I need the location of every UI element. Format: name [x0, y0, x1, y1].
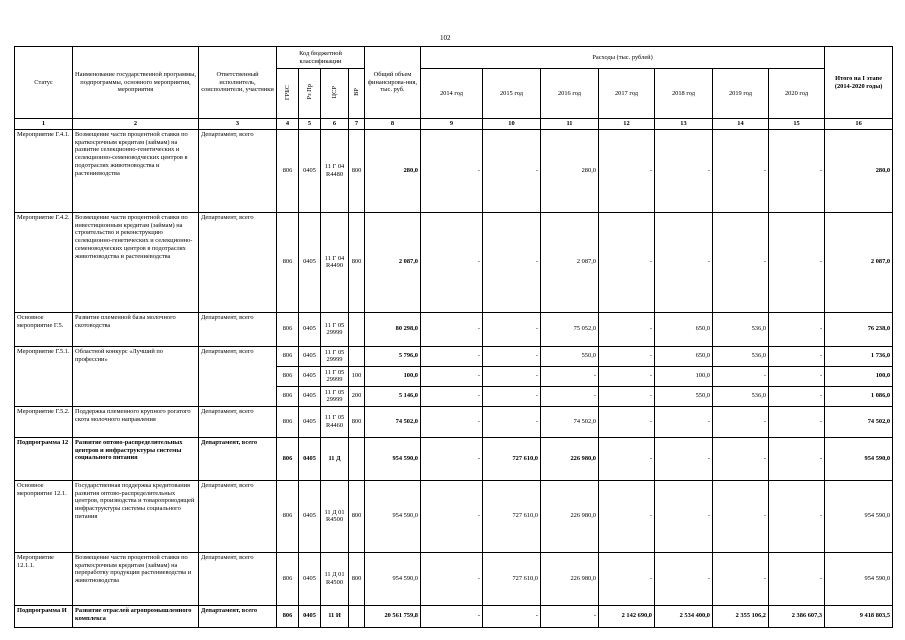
table-row [15, 480, 893, 552]
row-name: Государственная поддержка кредитования развития оптово-распределительных центров, производства и товаропроводящей инфраструктуры системы социального питания [73, 480, 199, 552]
column-number-row [15, 119, 893, 130]
row-total: 280,0 [365, 129, 421, 212]
row-csr: 11 Г 04 R4490 [321, 212, 349, 312]
row-y2015: - [483, 605, 541, 627]
row-y2016: 226 980,0 [541, 437, 599, 480]
row-itogo: 100,0 [825, 366, 893, 386]
row-total: 5 796,0 [365, 346, 421, 366]
column-number: 14 [713, 119, 769, 130]
row-status: Основное мероприятие Г.5. [15, 312, 73, 346]
column-number: 3 [199, 119, 277, 130]
row-y2017: - [599, 552, 655, 605]
row-rzpr: 0405 [299, 366, 321, 386]
row-y2020: - [769, 437, 825, 480]
row-responsible: Департамент, всего [199, 480, 277, 552]
row-y2017: - [599, 212, 655, 312]
row-y2015: - [483, 386, 541, 406]
table-row [15, 212, 893, 312]
row-total: 100,0 [365, 366, 421, 386]
table-row [15, 129, 893, 212]
row-rzpr: 0405 [299, 346, 321, 366]
row-y2015: - [483, 129, 541, 212]
row-y2017: - [599, 437, 655, 480]
row-csr: 11 Г 05 29999 [321, 346, 349, 366]
header-status: Статус [15, 47, 73, 119]
row-y2019: 536,0 [713, 346, 769, 366]
header-responsible: Ответственный исполнитель, соисполнители, участники [199, 47, 277, 119]
header-csr: ЦСР [321, 69, 349, 119]
row-y2014: - [421, 386, 483, 406]
row-y2018: - [655, 406, 713, 437]
row-responsible: Департамент, всего [199, 552, 277, 605]
row-itogo: 1 086,0 [825, 386, 893, 406]
row-grbs: 806 [277, 605, 299, 627]
row-itogo: 2 087,0 [825, 212, 893, 312]
header-grbs: ГРБС [277, 69, 299, 119]
column-number: 9 [421, 119, 483, 130]
table-row [15, 346, 893, 366]
column-number: 5 [299, 119, 321, 130]
row-y2016: - [541, 386, 599, 406]
row-grbs: 806 [277, 312, 299, 346]
table-row [15, 552, 893, 605]
row-name: Развитие отраслей агропромышленного комплекса [73, 605, 199, 627]
row-y2019: 536,0 [713, 312, 769, 346]
row-status: Мероприятие Г.4.1. [15, 129, 73, 212]
column-number: 16 [825, 119, 893, 130]
row-y2018: 550,0 [655, 386, 713, 406]
row-csr: 11 Д 01 R4500 [321, 480, 349, 552]
row-y2015: 727 610,0 [483, 552, 541, 605]
row-y2019: - [713, 366, 769, 386]
row-responsible: Департамент, всего [199, 605, 277, 627]
row-itogo: 1 736,0 [825, 346, 893, 366]
row-y2019: 2 355 106,2 [713, 605, 769, 627]
column-number: 7 [349, 119, 365, 130]
row-y2018: 2 534 400,0 [655, 605, 713, 627]
row-y2014: - [421, 129, 483, 212]
row-grbs: 806 [277, 480, 299, 552]
row-rzpr: 0405 [299, 312, 321, 346]
row-y2019: - [713, 437, 769, 480]
row-y2020: - [769, 406, 825, 437]
row-responsible: Департамент, всего [199, 129, 277, 212]
column-number: 10 [483, 119, 541, 130]
row-rzpr: 0405 [299, 212, 321, 312]
row-grbs: 806 [277, 437, 299, 480]
row-y2019: 536,0 [713, 386, 769, 406]
table-row [15, 605, 893, 627]
row-y2019: - [713, 129, 769, 212]
row-total: 80 298,0 [365, 312, 421, 346]
row-status: Подпрограмма И [15, 605, 73, 627]
row-itogo: 954 590,0 [825, 480, 893, 552]
column-number: 8 [365, 119, 421, 130]
header-year: 2014 год [421, 69, 483, 119]
header-year: 2015 год [483, 69, 541, 119]
page-number: 102 [440, 34, 451, 42]
row-status: Мероприятие Г.4.2. [15, 212, 73, 312]
row-vr: 800 [349, 480, 365, 552]
row-y2016: 550,0 [541, 346, 599, 366]
row-name: Возмещение части процентной ставки по краткосрочным кредитам (займам) на переработку продукции растениеводства и животноводства [73, 552, 199, 605]
header-rzpr: Рз Пр [299, 69, 321, 119]
row-y2020: - [769, 366, 825, 386]
row-status: Мероприятие Г.5.2. [15, 406, 73, 437]
header-year: 2016 год [541, 69, 599, 119]
row-itogo: 280,0 [825, 129, 893, 212]
row-y2018: - [655, 437, 713, 480]
row-y2020: - [769, 312, 825, 346]
row-y2015: - [483, 366, 541, 386]
row-y2018: - [655, 480, 713, 552]
row-y2018: 100,0 [655, 366, 713, 386]
row-y2018: 650,0 [655, 346, 713, 366]
row-y2019: - [713, 480, 769, 552]
row-csr: 11 Г 05 R4460 [321, 406, 349, 437]
row-y2018: - [655, 129, 713, 212]
header-year: 2017 год [599, 69, 655, 119]
table-row [15, 437, 893, 480]
row-y2014: - [421, 346, 483, 366]
header-expenses: Расходы (тыс. рублей) [421, 47, 825, 69]
row-grbs: 806 [277, 346, 299, 366]
row-y2017: - [599, 346, 655, 366]
row-y2020: - [769, 212, 825, 312]
row-name: Поддержка племенного крупного рогатого скота молочного направления [73, 406, 199, 437]
row-status: Мероприятие Г.5.1. [15, 346, 73, 406]
row-vr: 100 [349, 366, 365, 386]
row-rzpr: 0405 [299, 605, 321, 627]
row-y2015: - [483, 212, 541, 312]
row-y2017: - [599, 480, 655, 552]
table-row [15, 312, 893, 346]
row-grbs: 806 [277, 366, 299, 386]
row-y2020: - [769, 480, 825, 552]
column-number: 1 [15, 119, 73, 130]
row-y2019: - [713, 212, 769, 312]
row-total: 20 561 759,8 [365, 605, 421, 627]
row-responsible: Департамент, всего [199, 406, 277, 437]
row-y2015: - [483, 406, 541, 437]
table-row [15, 406, 893, 437]
row-vr [349, 437, 365, 480]
row-vr: 200 [349, 386, 365, 406]
column-number: 13 [655, 119, 713, 130]
row-responsible: Департамент, всего [199, 312, 277, 346]
row-name: Развитие племенной базы молочного скотоводства [73, 312, 199, 346]
row-y2014: - [421, 605, 483, 627]
row-responsible: Департамент, всего [199, 346, 277, 406]
row-name: Возмещение части процентной ставки по инвестиционным кредитам (займам) на строительство и реконструкцию селекционно-генетических и селекционно-семеноводческих центров в подотраслях животноводства и растениеводства [73, 212, 199, 312]
row-csr: 11 И [321, 605, 349, 627]
row-y2014: - [421, 212, 483, 312]
row-y2019: - [713, 406, 769, 437]
row-vr [349, 346, 365, 366]
row-y2017: - [599, 129, 655, 212]
row-y2014: - [421, 480, 483, 552]
row-rzpr: 0405 [299, 129, 321, 212]
row-total: 5 146,0 [365, 386, 421, 406]
row-csr: 11 Г 05 29999 [321, 312, 349, 346]
row-status: Подпрограмма 12 [15, 437, 73, 480]
row-grbs: 806 [277, 386, 299, 406]
header-total-financing: Общий объем финансирова-ния, тыс. руб. [365, 47, 421, 119]
row-csr: 11 Г 05 29999 [321, 366, 349, 386]
header-budget-code: Код бюджетной классификации [277, 47, 365, 69]
row-rzpr: 0405 [299, 386, 321, 406]
column-number: 4 [277, 119, 299, 130]
header-name: Наименование государственной программы, подпрограммы, основного мероприятия, мероприятия [73, 47, 199, 119]
row-csr: 11 Д 01 R4500 [321, 552, 349, 605]
row-y2018: 650,0 [655, 312, 713, 346]
header-year: 2019 год [713, 69, 769, 119]
row-name: Развитие оптово-распределительных центров и инфраструктуры системы социального питания [73, 437, 199, 480]
header-vr: ВР [349, 69, 365, 119]
row-grbs: 806 [277, 212, 299, 312]
row-csr: 11 Д [321, 437, 349, 480]
row-y2018: - [655, 552, 713, 605]
column-number: 11 [541, 119, 599, 130]
row-vr [349, 605, 365, 627]
row-csr: 11 Г 04 R4480 [321, 129, 349, 212]
row-status: Основное мероприятие 12.1. [15, 480, 73, 552]
row-y2020: - [769, 346, 825, 366]
row-y2015: - [483, 346, 541, 366]
header-itogo: Итого на I этапе (2014-2020 годы) [825, 47, 893, 119]
row-y2014: - [421, 437, 483, 480]
row-status: Мероприятие 12.1.1. [15, 552, 73, 605]
row-itogo: 74 502,0 [825, 406, 893, 437]
row-total: 954 590,0 [365, 552, 421, 605]
column-number: 6 [321, 119, 349, 130]
row-y2016: 74 502,0 [541, 406, 599, 437]
column-number: 2 [73, 119, 199, 130]
row-y2017: - [599, 366, 655, 386]
header-year: 2020 год [769, 69, 825, 119]
row-total: 954 590,0 [365, 480, 421, 552]
row-name: Возмещение части процентной ставки по краткосрочным кредитам (займам) на развитие селекционно-генетических и селекционно-семеноводческих центров в подотраслях животноводства и растениеводства [73, 129, 199, 212]
row-vr: 800 [349, 406, 365, 437]
row-y2017: - [599, 312, 655, 346]
row-y2015: 727 610,0 [483, 437, 541, 480]
row-vr [349, 312, 365, 346]
row-rzpr: 0405 [299, 480, 321, 552]
row-responsible: Департамент, всего [199, 437, 277, 480]
row-rzpr: 0405 [299, 406, 321, 437]
row-grbs: 806 [277, 129, 299, 212]
row-y2016: - [541, 605, 599, 627]
row-y2014: - [421, 312, 483, 346]
column-number: 15 [769, 119, 825, 130]
row-name: Областной конкурс «Лучший по профессии» [73, 346, 199, 406]
row-y2017: - [599, 406, 655, 437]
row-rzpr: 0405 [299, 552, 321, 605]
row-itogo: 9 418 803,5 [825, 605, 893, 627]
row-y2020: 2 386 607,3 [769, 605, 825, 627]
row-vr: 800 [349, 129, 365, 212]
row-grbs: 806 [277, 406, 299, 437]
row-y2014: - [421, 366, 483, 386]
row-y2018: - [655, 212, 713, 312]
row-y2016: 226 980,0 [541, 480, 599, 552]
row-y2014: - [421, 406, 483, 437]
row-vr: 800 [349, 552, 365, 605]
row-grbs: 806 [277, 552, 299, 605]
row-rzpr: 0405 [299, 437, 321, 480]
header-year: 2018 год [655, 69, 713, 119]
row-itogo: 954 590,0 [825, 437, 893, 480]
row-y2016: 280,0 [541, 129, 599, 212]
row-responsible: Департамент, всего [199, 212, 277, 312]
row-y2017: 2 142 690,0 [599, 605, 655, 627]
row-y2014: - [421, 552, 483, 605]
row-vr: 800 [349, 212, 365, 312]
row-total: 2 087,0 [365, 212, 421, 312]
row-y2020: - [769, 552, 825, 605]
row-itogo: 954 590,0 [825, 552, 893, 605]
row-csr: 11 Г 05 29999 [321, 386, 349, 406]
row-y2019: - [713, 552, 769, 605]
row-y2017: - [599, 386, 655, 406]
row-itogo: 76 238,0 [825, 312, 893, 346]
row-y2020: - [769, 386, 825, 406]
row-total: 954 590,0 [365, 437, 421, 480]
row-y2015: 727 610,0 [483, 480, 541, 552]
row-y2016: - [541, 366, 599, 386]
row-y2015: - [483, 312, 541, 346]
row-y2016: 226 980,0 [541, 552, 599, 605]
row-y2016: 75 052,0 [541, 312, 599, 346]
row-total: 74 502,0 [365, 406, 421, 437]
row-y2020: - [769, 129, 825, 212]
budget-table [14, 46, 893, 628]
row-y2016: 2 087,0 [541, 212, 599, 312]
column-number: 12 [599, 119, 655, 130]
